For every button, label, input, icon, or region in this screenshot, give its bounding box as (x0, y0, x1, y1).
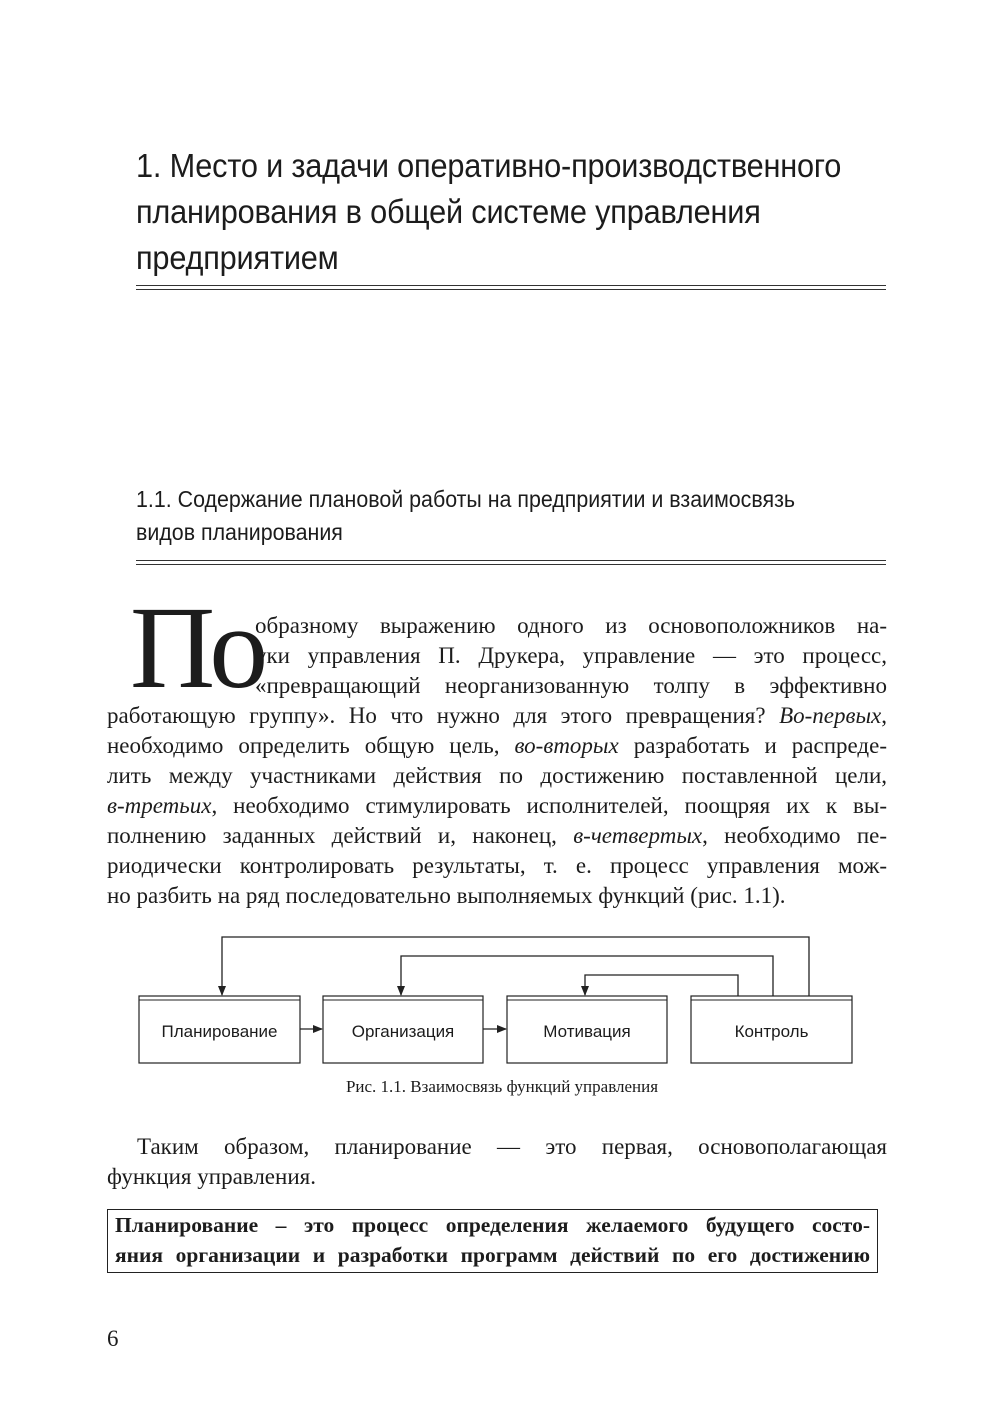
text-fragment: , необходимо пе- (702, 823, 887, 848)
box-planning (139, 996, 300, 1063)
text-fragment: разработать и распреде- (633, 733, 888, 758)
page-number: 6 (107, 1326, 119, 1351)
paragraph-line: «превращающий неорганизованную толпу в эффективно (255, 673, 887, 698)
box-label: Мотивация (543, 1022, 631, 1041)
text-fragment: , (881, 703, 887, 728)
box-control (691, 996, 852, 1063)
box-label: Планирование (161, 1022, 278, 1041)
paragraph-line: риодически контролировать результаты, т. е. процесс управления мож- (107, 853, 887, 878)
paragraph-line: уки управления П. Друкера, управление — это процесс, (255, 643, 887, 668)
paragraph-line: Таким образом, планирование — это первая, основополагающая (137, 1134, 887, 1159)
management-functions-diagram (135, 933, 860, 1068)
chapter-divider (136, 285, 886, 290)
feedback-arrow-to-motivation (585, 975, 738, 996)
paragraph-line (107, 731, 887, 761)
figure-caption: Рис. 1.1. Взаимосвязь функций управления (345, 1077, 659, 1096)
emphasis: в-третьих (107, 793, 212, 818)
section-title-line: 1.1. Содержание плановой работы на предприятии и взаимосвязь (136, 486, 796, 512)
chapter-title-line: предприятием (136, 239, 339, 276)
box-organization (323, 996, 483, 1063)
chapter-title-line: 1. Место и задачи оперативно-производственного (136, 147, 842, 184)
text-fragment: полнению заданных действий и, наконец, (107, 823, 557, 848)
box-motivation (507, 996, 667, 1063)
drop-cap: По (130, 582, 263, 713)
text-fragment: работающую группу». Но что нужно для этого превращения? (107, 703, 766, 728)
section-divider (136, 560, 886, 565)
emphasis: Во-первых (779, 703, 882, 728)
box-label: Контроль (734, 1022, 809, 1041)
paragraph-line (107, 821, 887, 851)
definition-line: Планирование – это процесс определения желаемого будущего состо- (115, 1213, 870, 1237)
feedback-arrow-to-organization (401, 956, 773, 996)
section-title-line: видов планирования (136, 519, 343, 545)
text-fragment: необходимо определить общую цель, (107, 733, 500, 758)
paragraph-line (107, 791, 887, 821)
box-label: Организация (351, 1022, 455, 1041)
section-title (136, 483, 843, 549)
emphasis: в-четвертых (573, 823, 703, 848)
definition-box (107, 1209, 878, 1273)
chapter-title (136, 143, 843, 281)
paragraph-line (107, 701, 887, 731)
chapter-title-line: планирования в общей системе управления (136, 193, 761, 230)
conclusion-paragraph (107, 1132, 887, 1192)
text-fragment: , необходимо стимулировать исполнителей, поощряя их к вы- (211, 793, 887, 818)
paragraph-line: образному выражению одного из основоположников на- (255, 613, 887, 638)
paragraph-line: функция управления. (107, 1164, 316, 1189)
paragraph-line: лить между участниками действия по достижению поставленной цели, (107, 763, 887, 788)
emphasis: во-вторых (514, 733, 619, 758)
feedback-arrow-to-planning (222, 937, 809, 996)
intro-paragraph (107, 611, 887, 911)
paragraph-line: но разбить на ряд последовательно выполняемых функций (рис. 1.1). (107, 883, 786, 908)
definition-line: яния организации и разработки программ действий по его достижению (115, 1243, 870, 1267)
